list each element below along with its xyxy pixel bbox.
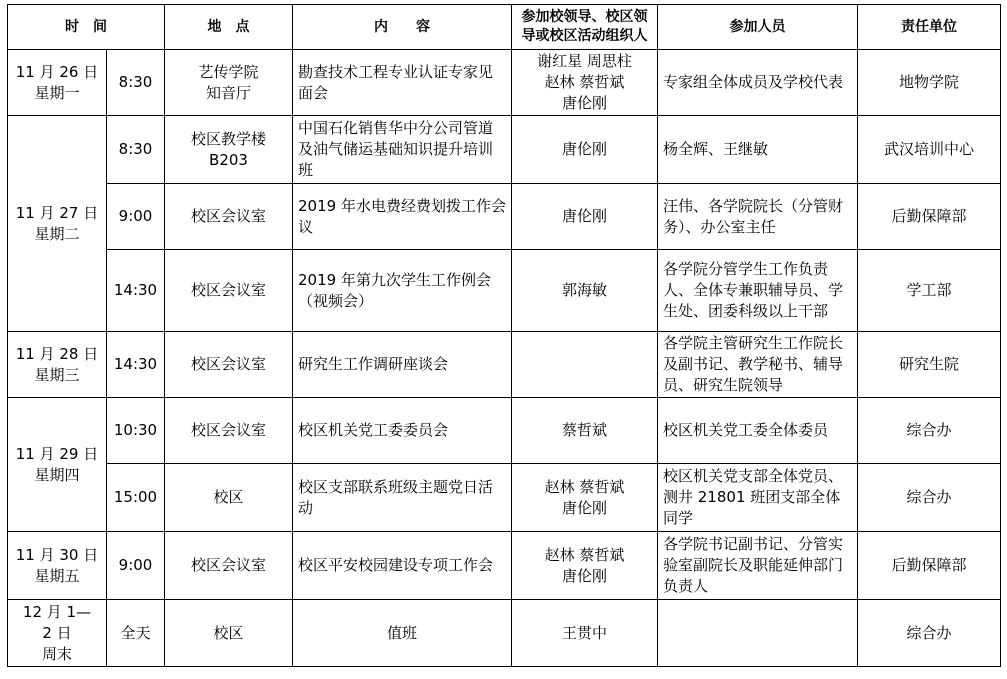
unit-cell: 综合办	[858, 398, 1001, 464]
time-cell: 9:00	[107, 532, 165, 600]
participants-cell	[658, 600, 858, 667]
place-cell: 校区会议室	[165, 398, 293, 464]
time-cell: 8:30	[107, 50, 165, 116]
content-cell: 校区机关党工委委员会	[293, 398, 512, 464]
place-cell: 校区会议室	[165, 250, 293, 332]
leaders-cell: 郭海敏	[512, 250, 658, 332]
leaders-cell: 赵林 蔡哲斌 唐伦刚	[512, 532, 658, 600]
time-cell: 10:30	[107, 398, 165, 464]
participants-cell: 校区机关党工委全体委员	[658, 398, 858, 464]
content-cell: 研究生工作调研座谈会	[293, 332, 512, 398]
participants-cell: 汪伟、各学院院长（分管财务）、办公室主任	[658, 184, 858, 250]
participants-cell: 杨全辉、王继敏	[658, 116, 858, 184]
unit-cell: 武汉培训中心	[858, 116, 1001, 184]
participants-cell: 各学院主管研究生工作院长及副书记、教学秘书、辅导员、研究生院领导	[658, 332, 858, 398]
date-cell: 11 月 29 日 星期四	[8, 398, 107, 532]
content-cell: 校区支部联系班级主题党日活动	[293, 464, 512, 532]
header-unit: 责任单位	[858, 5, 1001, 50]
participants-cell: 校区机关党支部全体党员、测井 21801 班团支部全体同学	[658, 464, 858, 532]
table-row	[8, 184, 1001, 250]
table-row	[8, 398, 1001, 464]
content-cell: 2019 年水电费经费划拨工作会议	[293, 184, 512, 250]
date-cell: 12 月 1— 2 日 周末	[8, 600, 107, 667]
time-cell: 全天	[107, 600, 165, 667]
table-row	[8, 600, 1001, 667]
unit-cell: 后勤保障部	[858, 532, 1001, 600]
place-cell: 校区会议室	[165, 332, 293, 398]
date-cell: 11 月 27 日 星期二	[8, 116, 107, 332]
leaders-cell: 谢红星 周思柱 赵林 蔡哲斌 唐伦刚	[512, 50, 658, 116]
date-cell: 11 月 28 日 星期三	[8, 332, 107, 398]
table-row	[8, 332, 1001, 398]
unit-cell: 研究生院	[858, 332, 1001, 398]
time-cell: 15:00	[107, 464, 165, 532]
place-cell: 校区	[165, 600, 293, 667]
participants-cell: 专家组全体成员及学校代表	[658, 50, 858, 116]
leaders-cell: 王贯中	[512, 600, 658, 667]
time-cell: 14:30	[107, 250, 165, 332]
participants-cell: 各学院分管学生工作负责人、全体专兼职辅导员、学生处、团委科级以上干部	[658, 250, 858, 332]
date-cell: 11 月 30 日 星期五	[8, 532, 107, 600]
table-row	[8, 250, 1001, 332]
header-time: 时 间	[8, 5, 165, 50]
unit-cell: 学工部	[858, 250, 1001, 332]
leaders-cell	[512, 332, 658, 398]
header-participants: 参加人员	[658, 5, 858, 50]
leaders-cell: 唐伦刚	[512, 116, 658, 184]
header-place: 地 点	[165, 5, 293, 50]
schedule-table	[7, 4, 1001, 667]
unit-cell: 地物学院	[858, 50, 1001, 116]
table-row	[8, 532, 1001, 600]
place-cell: 校区教学楼 B203	[165, 116, 293, 184]
content-cell: 中国石化销售华中分公司管道及油气储运基础知识提升培训班	[293, 116, 512, 184]
content-cell: 2019 年第九次学生工作例会（视频会）	[293, 250, 512, 332]
unit-cell: 综合办	[858, 600, 1001, 667]
date-cell: 11 月 26 日 星期一	[8, 50, 107, 116]
header-content: 内 容	[293, 5, 512, 50]
place-cell: 校区会议室	[165, 532, 293, 600]
place-cell: 校区	[165, 464, 293, 532]
table-row	[8, 50, 1001, 116]
place-cell: 校区会议室	[165, 184, 293, 250]
time-cell: 8:30	[107, 116, 165, 184]
leaders-cell: 唐伦刚	[512, 184, 658, 250]
leaders-cell: 赵林 蔡哲斌 唐伦刚	[512, 464, 658, 532]
unit-cell: 综合办	[858, 464, 1001, 532]
leaders-cell: 蔡哲斌	[512, 398, 658, 464]
table-row	[8, 116, 1001, 184]
time-cell: 14:30	[107, 332, 165, 398]
content-cell: 值班	[293, 600, 512, 667]
header-leaders: 参加校领导、校区领导或校区活动组织人	[512, 5, 658, 50]
unit-cell: 后勤保障部	[858, 184, 1001, 250]
header-row	[8, 5, 1001, 50]
table-row	[8, 464, 1001, 532]
content-cell: 校区平安校园建设专项工作会	[293, 532, 512, 600]
place-cell: 艺传学院 知音厅	[165, 50, 293, 116]
time-cell: 9:00	[107, 184, 165, 250]
participants-cell: 各学院书记副书记、分管实验室副院长及职能延伸部门负责人	[658, 532, 858, 600]
content-cell: 勘查技术工程专业认证专家见面会	[293, 50, 512, 116]
